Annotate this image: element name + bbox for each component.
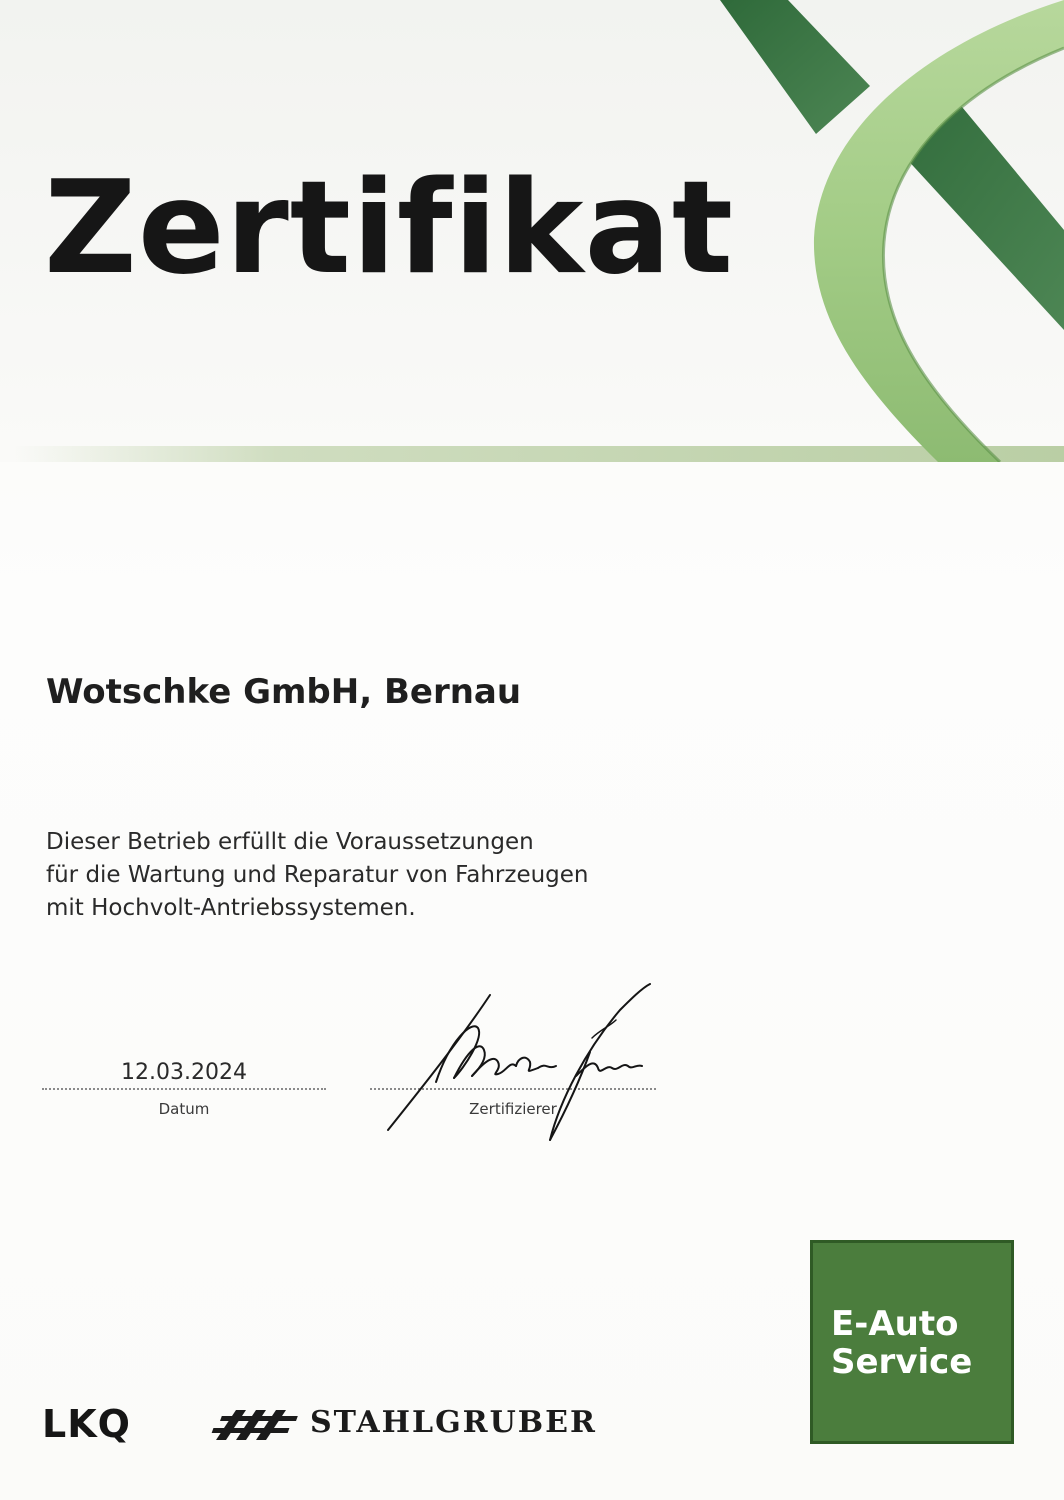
badge-text (831, 1305, 972, 1381)
certifier-caption: Zertifizierer (469, 1100, 557, 1118)
certificate-title: Zertifikat (44, 154, 735, 303)
badge-line-1: E-Auto (831, 1304, 959, 1344)
handwritten-signature (380, 980, 660, 1160)
date-value: 12.03.2024 (121, 1060, 247, 1085)
statement-line: für die Wartung und Reparatur von Fahrzeugen (46, 862, 589, 888)
x-ribbon-graphic (680, 0, 1064, 462)
e-auto-service-badge (810, 1240, 1014, 1444)
company-name: Wotschke GmbH, Bernau (46, 672, 522, 712)
date-dotted-line (42, 1088, 326, 1090)
stahlgruber-logo: STAHLGRUBER (310, 1405, 597, 1440)
date-caption: Datum (158, 1100, 210, 1118)
badge-line-2: Service (831, 1342, 973, 1382)
stahlgruber-slash-mark (206, 1410, 300, 1440)
statement-line: mit Hochvolt-Antriebssystemen. (46, 895, 416, 921)
lkq-logo: LKQ (42, 1402, 131, 1446)
certification-statement (46, 826, 766, 925)
statement-line: Dieser Betrieb erfüllt die Voraussetzungen (46, 829, 534, 855)
